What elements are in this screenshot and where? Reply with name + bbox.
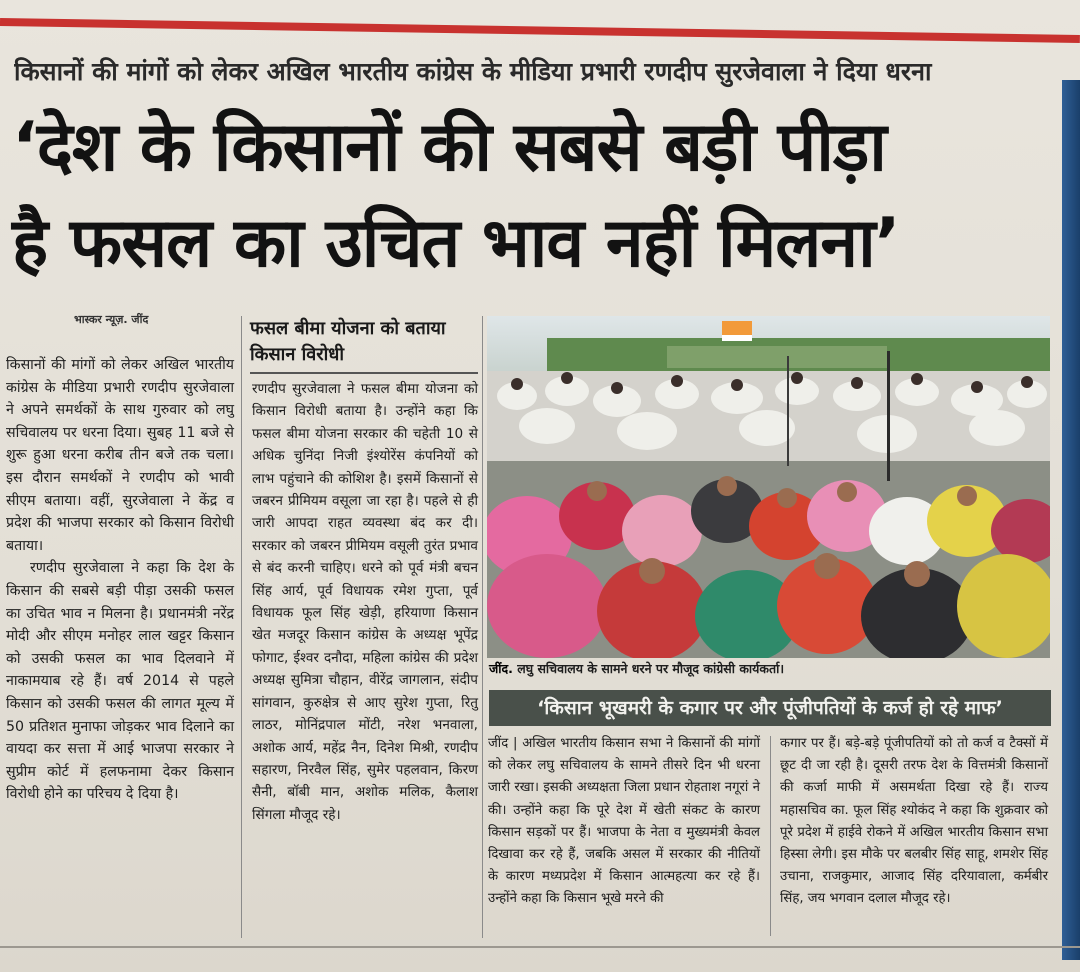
column-1-paragraph-1: किसानों की मांगों को लेकर अखिल भारतीय कांग्रेस के मीडिया प्रभारी रणदीप सुरजेवाला ने अपने समर्थकों के साथ गुरुवार को लघु सचिवालय पर धरना दिया। सुबह 11 बजे से शुरू हुआ धरना करीब तीन बजे तक चला। इस दौरान समर्थकों ने रणदीप को भावी सीएम बताया। वहीं, सुरजेवाला ने केंद्र व प्रदेश की भाजपा सरकार को किसान विरोधी बताया। [6,357,234,554]
top-red-rule [0,18,1080,43]
kicker-line: किसानों की मांगों को लेकर अखिल भारतीय कांग्रेस के मीडिया प्रभारी रणदीप सुरजेवाला ने दिया धरना [14,57,932,86]
byline: भास्कर न्यूज़. जींद [74,313,149,326]
sidebar-heading: ‘किसान भूखमरी के कगार पर और पूंजीपतियों के कर्ज हो रहे माफ’ [489,690,1051,726]
column-2-subheading: फसल बीमा योजना को बताया किसान विरोधी [250,316,478,374]
bottom-rule [0,946,1080,948]
photo-caption [489,660,1049,677]
column-1-paragraph-2: रणदीप सुरजेवाला ने कहा कि देश के किसान की सबसे बड़ी पीड़ा उसकी फसल का उचित भाव न मिलना है। प्रधानमंत्री नरेंद्र मोदी और सीएम मनोहर लाल खट्टर किसान को उसकी फसल का भाव दिलवाने में नाकामयाब रहे हैं। वर्ष 2014 से पहले किसान को उसकी फसल की लागत मूल्य में 50 प्रतिशत मुनाफा जोड़कर भाव दिलाने का वायदा कर सत्ता में आई भाजपा सरकार ने सुप्रीम कोर्ट में हलफनामा देकर किसान विरोधी होने का परिचय दे दिया है। [6,560,234,803]
column-divider [241,316,242,938]
article-column-2: रणदीप सुरजेवाला ने फसल बीमा योजना को किसान विरोधी बताया है। उन्होंने कहा कि फसल बीमा योजना सरकार की चहेती 10 से अधिक चुनिंदा निजी इंश्योरेंस कंपनियों को लाभ पहुंचाने की कोशिश है। इसमें किसानों से जबरन प्रीमियम वसूला जा रहा है। पहले से ही जारी आपदा राहत व्यवस्था बंद कर दी। सरकार को जबरन प्रीमियम वसूली तुरंत प्रभाव से बंद करनी चाहिए। धरने को पूर्व मंत्री बचन सिंह आर्य, पूर्व विधायक रमेश गुप्ता, पूर्व विधायक फूल सिंह खेड़ी, हरियाणा किसान खेत मजदूर किसान कांग्रेस के अध्यक्ष भूपेंद्र फोगाट, ईश्वर दनौदा, महिला कांग्रेस की प्रदेश अध्यक्ष सुमित्रा चौहान, वीरेंद्र जागलान, संदीप सांगवान, कुरुक्षेत्र से आए सुरेश गुप्ता, रितु लाठर, मोनिंद्रपाल मोंटी, नरेश भनवाला, अशोक आर्य, महेंद्र नैन, दिनेश मिश्री, रणदीप सहारण, निरवैल सिंह, सुमेर पहलवान, किरण सैनी, बॉबी मान, अशोक मलिक, कैलाश सिंगला मौजूद रहे। [252,381,478,823]
column-divider [770,736,771,936]
article-column-1 [6,354,234,806]
headline-line-2: है फसल का उचित भाव नहीं मिलना’ [12,204,900,283]
column-divider [482,316,483,938]
protest-crowd-photo [487,316,1050,658]
adjacent-page-edge [1062,80,1080,960]
headline-line-1: ‘देश के किसानों की सबसे बड़ी पीड़ा [12,108,886,187]
headline [12,100,1032,292]
sidebar-column-right: कगार पर हैं। बड़े-बड़े पूंजीपतियों को तो कर्ज व टैक्सों में छूट दी जा रही है। दूसरी तरफ देश के वित्तमंत्री किसानों की कर्जा माफी में असमर्थता दिखा रहे हैं। राज्य महासचिव का. फूल सिंह श्योकंद ने कहा कि शुक्रवार को पूरे प्रदेश में हाईवे रोकने में अखिल भारतीय किसान सभा हिस्सा लेगी। इस मौके पर बलबीर सिंह साहू, शमशेर सिंह उचाना, राजकुमार, आजाद सिंह दरियावाला, कर्मबीर सिंह, जय भगवान दलाल मौजूद रहे। [780,736,1048,907]
sidebar-column-left: जींद | अखिल भारतीय किसान सभा ने किसानों की मांगों को लेकर लघु सचिवालय के सामने तीसरे दिन भी धरना जारी रखा। इसकी अध्यक्षता जिला प्रधान रोहताश नगूरां ने की। उन्होंने कहा कि पूरे देश में खेती संकट के कारण किसान सड़कों पर हैं। भाजपा के नेता व मुख्यमंत्री केवल दिखावा कर रहे हैं, जबकि असल में सरकार की नीतियों के कारण मध्यप्रदेश में किसान आत्महत्या कर रहे हैं। उन्होंने कहा कि किसान भूखे मरने की [488,736,760,907]
crowd-illustration [487,316,1050,658]
caption-place: जींद. [489,661,513,676]
caption-text: लघु सचिवालय के सामने धरने पर मौजूद कांग्रेसी कार्यकर्ता। [512,661,785,676]
